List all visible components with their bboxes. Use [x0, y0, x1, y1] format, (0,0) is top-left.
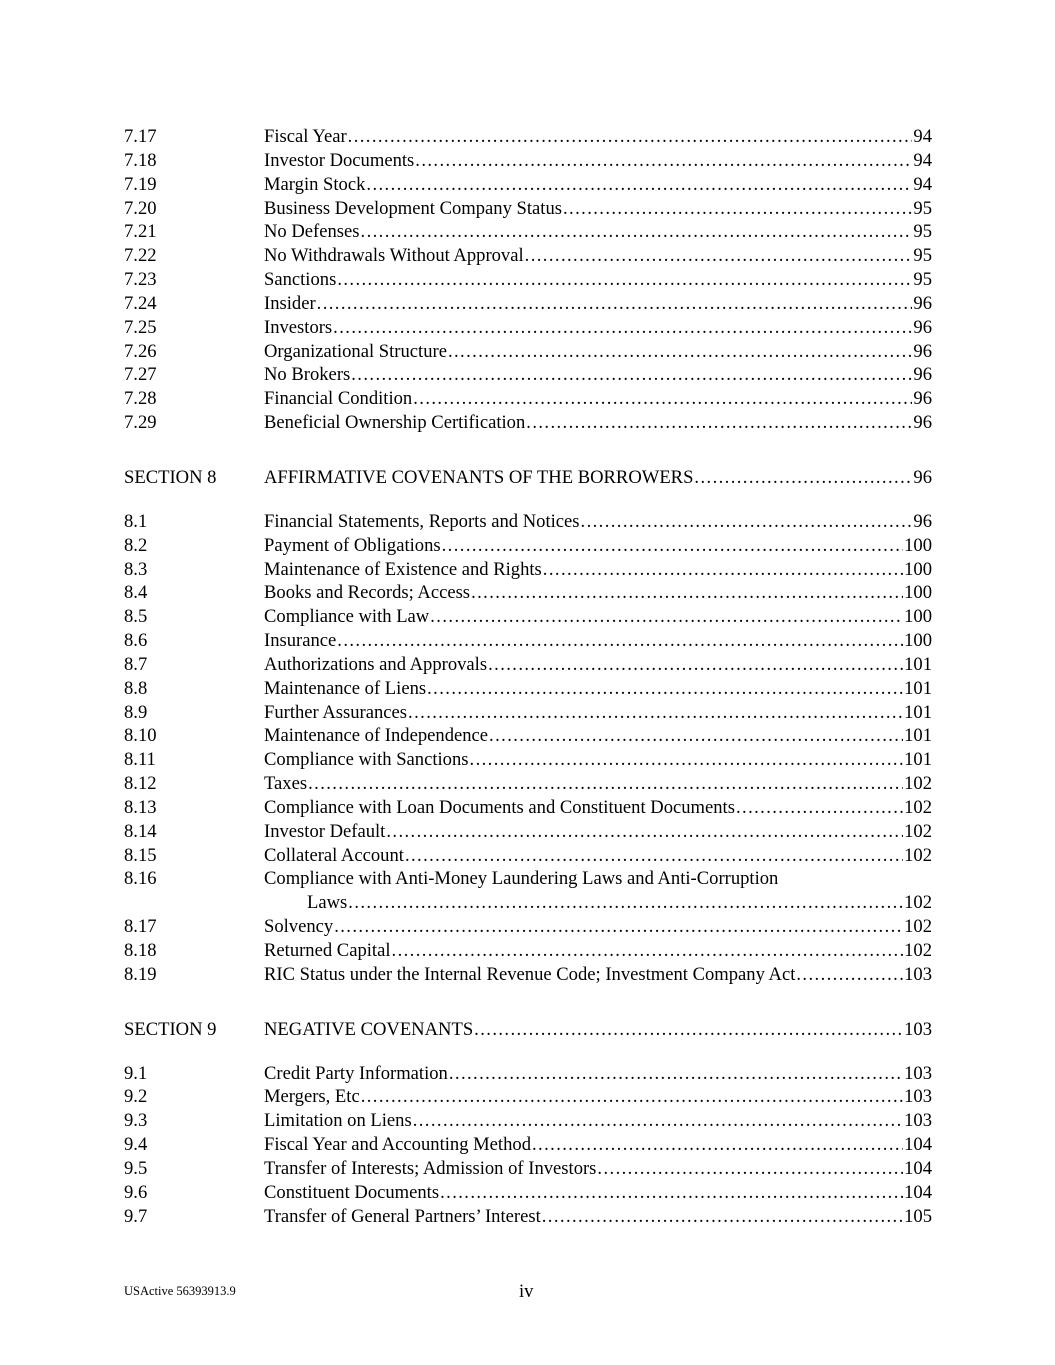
dot-leader [440, 1181, 903, 1205]
toc-entry-page: 104 [904, 1181, 932, 1203]
toc-entry-title: Compliance with Anti-Money Laundering Laws and Anti-Corruption [264, 868, 779, 890]
toc-entry-page: 94 [913, 173, 932, 195]
dot-leader [442, 534, 903, 558]
dot-leader [361, 220, 913, 244]
toc-entry-title: Compliance with Loan Documents and Constituent Documents [264, 796, 735, 818]
toc-entry-8-11[interactable] [124, 748, 932, 772]
dot-leader [348, 125, 913, 149]
toc-entry-title: Beneficial Ownership Certification [264, 412, 526, 434]
toc-entry-8-5[interactable] [124, 605, 932, 629]
toc-entry-number: 8.9 [124, 701, 148, 723]
toc-entry-8-19[interactable] [124, 963, 932, 987]
dot-leader [333, 316, 912, 340]
toc-entry-page: 102 [904, 820, 932, 842]
dot-leader [448, 340, 912, 364]
dot-leader [488, 653, 903, 677]
toc-entry-8-15[interactable] [124, 844, 932, 868]
toc-entry-title: Compliance with Law [264, 606, 430, 628]
toc-entry-page: 105 [904, 1205, 932, 1227]
toc-entry-number: 8.11 [124, 749, 156, 771]
toc-entry-number: 9.7 [124, 1205, 148, 1227]
toc-entry-8-13[interactable] [124, 796, 932, 820]
toc-entry-title: Collateral Account [264, 844, 404, 866]
toc-entry-title: Mergers, Etc [264, 1086, 360, 1108]
toc-entry-title: Fiscal Year [264, 126, 347, 147]
toc-entry-title: Transfer of General Partners’ Interest [264, 1205, 541, 1227]
toc-entry-number: 8.10 [124, 725, 157, 747]
toc-entry-page: 100 [904, 534, 932, 556]
toc-entry-page: 94 [913, 149, 932, 171]
dot-leader [348, 891, 903, 915]
dot-leader [351, 363, 912, 387]
toc-entry-page: 102 [904, 773, 932, 795]
dot-leader [489, 724, 903, 748]
toc-entry-7-18[interactable] [124, 149, 932, 173]
toc-entry-number: 8.8 [124, 677, 148, 699]
toc-entry-number: 7.23 [124, 269, 157, 291]
toc-entry-page: 95 [913, 245, 932, 267]
toc-entry-number: 8.5 [124, 606, 148, 628]
table-of-contents [124, 125, 932, 1228]
toc-entry-7-28[interactable] [124, 387, 932, 411]
toc-section-number: SECTION 9 [124, 1018, 217, 1040]
toc-entry-9-5[interactable] [124, 1157, 932, 1181]
toc-entry-7-22[interactable] [124, 244, 932, 268]
toc-entry-page: 96 [913, 510, 932, 532]
toc-entry-number: 7.24 [124, 292, 157, 314]
toc-entry-number: 8.18 [124, 940, 157, 961]
toc-entry-number: 8.17 [124, 916, 157, 938]
dot-leader [392, 939, 904, 963]
page-number: iv [519, 1281, 534, 1302]
dot-leader [525, 244, 913, 268]
toc-entry-8-18[interactable] [124, 939, 932, 963]
toc-entry-7-19[interactable] [124, 173, 932, 197]
toc-entry-number: 8.15 [124, 844, 157, 866]
dot-leader [366, 173, 912, 197]
toc-entry-page: 94 [913, 126, 932, 147]
toc-entry-title: Payment of Obligations [264, 534, 441, 556]
toc-entry-number: 9.3 [124, 1110, 148, 1132]
dot-leader [430, 605, 903, 629]
toc-entry-title: Credit Party Information [264, 1062, 448, 1084]
toc-entry-page: 102 [904, 796, 932, 818]
toc-entry-page: 100 [904, 558, 932, 580]
toc-entry-7-20[interactable] [124, 197, 932, 221]
toc-entry-number: 7.20 [124, 197, 157, 219]
toc-entry-title: Fiscal Year and Accounting Method [264, 1134, 531, 1156]
toc-entry-page: 96 [913, 292, 932, 314]
dot-leader [405, 844, 903, 868]
toc-entry-8-16[interactable] [124, 867, 932, 915]
toc-entry-7-27[interactable] [124, 363, 932, 387]
toc-entry-page: 96 [913, 466, 932, 488]
toc-entry-number: 9.2 [124, 1086, 148, 1108]
toc-entry-title: Maintenance of Liens [264, 677, 427, 699]
toc-entry-number: 7.27 [124, 364, 157, 386]
toc-entry-title: Limitation on Liens [264, 1110, 412, 1132]
toc-entry-title: Organizational Structure [264, 340, 447, 362]
toc-entry-title: Sanctions [264, 269, 337, 291]
toc-entry-8-8[interactable] [124, 677, 932, 701]
toc-entry-title: Financial Condition [264, 388, 413, 410]
toc-entry-9-3[interactable] [124, 1109, 932, 1133]
toc-entry-title: Compliance with Sanctions [264, 749, 469, 771]
dot-leader [581, 510, 913, 534]
toc-entry-page: 103 [904, 1110, 932, 1132]
toc-entry-page: 96 [913, 316, 932, 338]
dot-leader [736, 796, 903, 820]
toc-entry-title: Financial Statements, Reports and Notices [264, 510, 580, 532]
toc-entry-number: 8.2 [124, 534, 148, 556]
dot-leader [474, 1018, 903, 1042]
toc-entry-7-26[interactable] [124, 340, 932, 364]
toc-entry-number: 8.6 [124, 630, 148, 652]
toc-entry-number: 9.6 [124, 1181, 148, 1203]
toc-entry-9-2[interactable] [124, 1085, 932, 1109]
toc-entry-page: 100 [904, 606, 932, 628]
toc-entry-7-29[interactable] [124, 411, 932, 435]
toc-entry-page: 96 [913, 340, 932, 362]
toc-entry-8-6[interactable] [124, 629, 932, 653]
toc-section-title: AFFIRMATIVE COVENANTS OF THE BORROWERS [264, 466, 694, 488]
toc-entry-number: 7.26 [124, 340, 157, 362]
dot-leader [413, 1109, 903, 1133]
dot-leader [542, 1205, 903, 1229]
toc-entry-number: 7.18 [124, 149, 157, 171]
toc-entry-title: Maintenance of Existence and Rights [264, 558, 542, 580]
toc-entry-title: Margin Stock [264, 173, 366, 195]
toc-entry-page: 101 [904, 677, 932, 699]
toc-section-number: SECTION 8 [124, 466, 217, 488]
toc-entry-8-17[interactable] [124, 915, 932, 939]
toc-entry-8-2[interactable] [124, 534, 932, 558]
toc-entry-title: Investor Documents [264, 149, 415, 171]
toc-entry-number: 8.13 [124, 796, 157, 818]
toc-entry-number: 8.19 [124, 963, 157, 985]
toc-entry-title: No Defenses [264, 221, 360, 243]
dot-leader [449, 1062, 903, 1086]
dot-leader [386, 820, 903, 844]
toc-section-8[interactable] [124, 466, 932, 490]
toc-entry-title: Investor Default [264, 820, 386, 842]
toc-entry-page: 102 [904, 916, 932, 938]
toc-entry-number: 8.3 [124, 558, 148, 580]
toc-entry-number: 8.1 [124, 510, 148, 532]
dot-leader [317, 292, 913, 316]
toc-entry-number: 9.4 [124, 1134, 148, 1156]
toc-entry-9-4[interactable] [124, 1133, 932, 1157]
toc-entry-page: 96 [913, 388, 932, 410]
toc-entry-page: 102 [904, 940, 932, 961]
dot-leader [470, 748, 904, 772]
toc-entry-title: Insider [264, 292, 316, 314]
toc-entry-title: Authorizations and Approvals [264, 653, 488, 675]
toc-entry-title: Insurance [264, 630, 337, 652]
dot-leader [563, 197, 912, 221]
toc-entry-title: Returned Capital [264, 940, 391, 961]
toc-entry-8-3[interactable] [124, 558, 932, 582]
dot-leader [413, 387, 912, 411]
dot-leader [526, 411, 912, 435]
toc-entry-number: 8.12 [124, 773, 157, 795]
toc-entry-number: 7.25 [124, 316, 157, 338]
toc-entry-page: 103 [904, 1086, 932, 1108]
toc-entry-number: 7.22 [124, 245, 157, 267]
toc-entry-8-10[interactable] [124, 724, 932, 748]
toc-entry-title: Investors [264, 316, 333, 338]
toc-entry-page: 103 [904, 1062, 932, 1084]
document-id: USActive 56393913.9 [124, 1284, 236, 1298]
toc-entry-8-9[interactable] [124, 701, 932, 725]
dot-leader [694, 466, 912, 490]
toc-entry-number: 8.7 [124, 653, 148, 675]
toc-entry-title-continued: Laws [307, 892, 348, 914]
toc-entry-8-7[interactable] [124, 653, 932, 677]
dot-leader [334, 915, 903, 939]
toc-entry-page: 95 [913, 269, 932, 291]
dot-leader [543, 558, 903, 582]
dot-leader [415, 149, 912, 173]
toc-entry-page: 103 [904, 1018, 932, 1040]
dot-leader [337, 268, 912, 292]
toc-entry-title: Solvency [264, 916, 334, 938]
toc-entry-7-17[interactable] [124, 125, 932, 149]
toc-entry-page: 102 [904, 844, 932, 866]
dot-leader [337, 629, 903, 653]
toc-entry-number: 8.14 [124, 820, 157, 842]
toc-entry-number: 8.16 [124, 868, 157, 890]
toc-entry-9-7[interactable] [124, 1205, 932, 1229]
toc-entry-7-23[interactable] [124, 268, 932, 292]
toc-entry-number: 7.29 [124, 412, 157, 434]
toc-entry-page: 101 [904, 725, 932, 747]
toc-entry-page: 101 [904, 749, 932, 771]
dot-leader [361, 1085, 903, 1109]
toc-section-9[interactable] [124, 1018, 932, 1042]
toc-entry-9-6[interactable] [124, 1181, 932, 1205]
toc-entry-number: 8.4 [124, 582, 148, 604]
toc-entry-title: RIC Status under the Internal Revenue Code; Investment Company Act [264, 963, 796, 985]
toc-entry-page: 103 [904, 963, 932, 985]
toc-entry-page: 95 [913, 221, 932, 243]
toc-entry-title: Further Assurances [264, 701, 408, 723]
toc-entry-page: 101 [904, 701, 932, 723]
toc-entry-page: 100 [904, 630, 932, 652]
toc-section-title: NEGATIVE COVENANTS [264, 1018, 474, 1040]
toc-entry-number: 7.17 [124, 126, 157, 147]
toc-entry-number: 7.28 [124, 388, 157, 410]
toc-entry-title: Taxes [264, 773, 308, 795]
toc-entry-8-1[interactable] [124, 510, 932, 534]
toc-entry-page: 104 [904, 1134, 932, 1156]
toc-entry-page: 101 [904, 653, 932, 675]
toc-entry-8-12[interactable] [124, 772, 932, 796]
dot-leader [796, 963, 903, 987]
toc-entry-7-21[interactable] [124, 220, 932, 244]
toc-entry-title: No Withdrawals Without Approval [264, 245, 524, 267]
toc-entry-title: Business Development Company Status [264, 197, 562, 219]
toc-entry-7-25[interactable] [124, 316, 932, 340]
dot-leader [471, 581, 903, 605]
dot-leader [427, 677, 903, 701]
toc-entry-title: Books and Records; Access [264, 582, 471, 604]
toc-entry-number: 7.21 [124, 221, 157, 243]
toc-entry-title: Constituent Documents [264, 1181, 440, 1203]
toc-entry-page: 104 [904, 1157, 932, 1179]
toc-entry-number: 7.19 [124, 173, 157, 195]
toc-entry-number: 9.5 [124, 1157, 148, 1179]
toc-entry-page: 96 [913, 412, 932, 434]
dot-leader [532, 1133, 903, 1157]
toc-entry-9-1[interactable] [124, 1062, 932, 1086]
toc-entry-page: 96 [913, 364, 932, 386]
toc-entry-8-14[interactable] [124, 820, 932, 844]
toc-entry-title: No Brokers [264, 364, 351, 386]
toc-entry-number: 9.1 [124, 1062, 148, 1084]
dot-leader [308, 772, 903, 796]
toc-entry-page: 102 [904, 892, 932, 914]
toc-entry-title: Maintenance of Independence [264, 725, 489, 747]
toc-entry-8-4[interactable] [124, 581, 932, 605]
toc-entry-7-24[interactable] [124, 292, 932, 316]
toc-entry-title: Transfer of Interests; Admission of Investors [264, 1157, 597, 1179]
dot-leader [597, 1157, 903, 1181]
dot-leader [408, 701, 903, 725]
toc-entry-page: 95 [913, 197, 932, 219]
toc-entry-page: 100 [904, 582, 932, 604]
